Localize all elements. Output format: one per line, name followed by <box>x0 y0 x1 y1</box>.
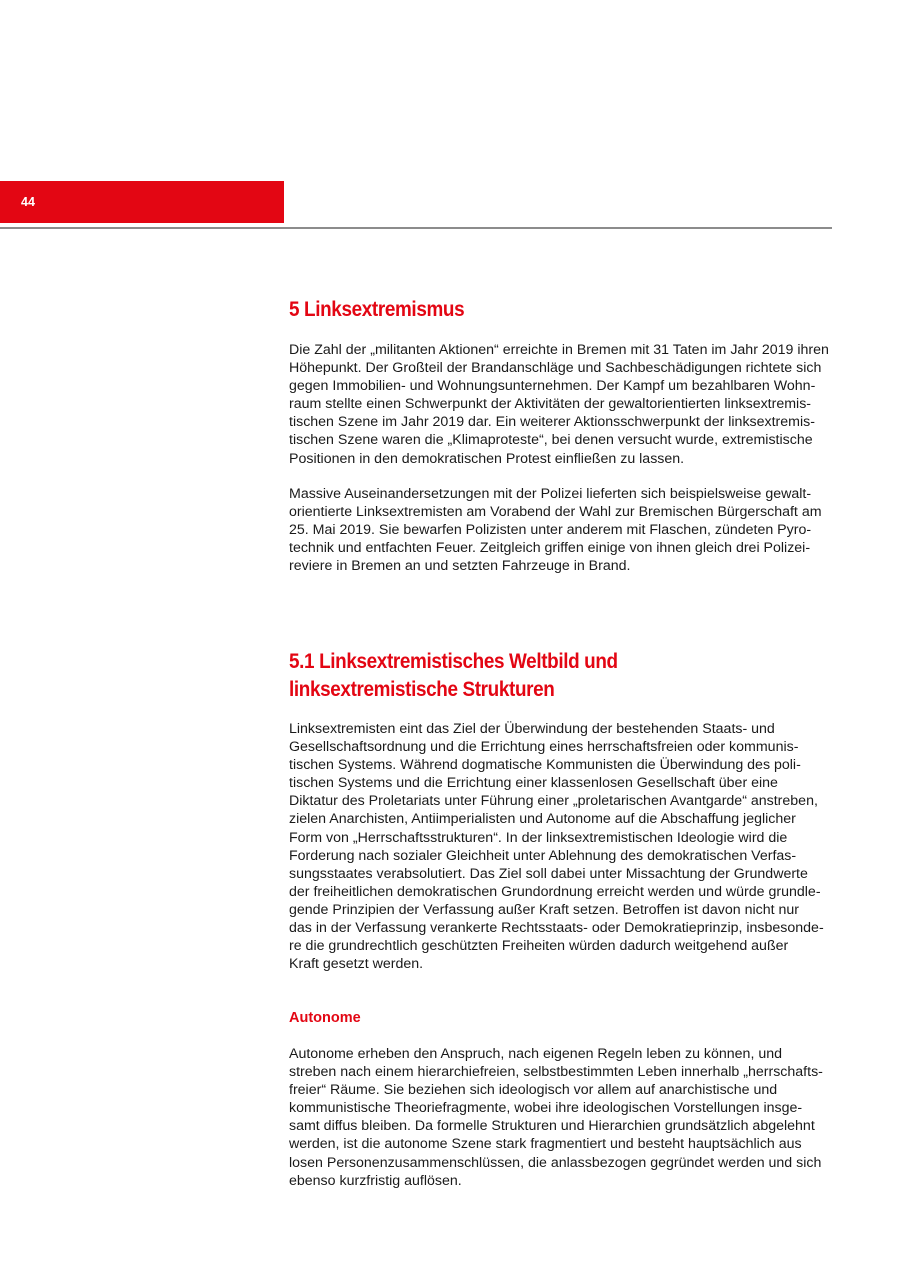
text-line: Diktatur des Proletariats unter Führung einer „proletarischen Avantgarde“ anstreben, <box>289 793 818 810</box>
text-line: orientierte Linksextremisten am Vorabend der Wahl zur Bremischen Bürgerschaft am <box>289 504 822 521</box>
section-5-paragraph-2 <box>289 485 835 575</box>
text-line: Höhepunkt. Der Großteil der Brandanschläge und Sachbeschädigungen richtete sich <box>289 360 822 377</box>
text-line: reviere in Bremen an und setzten Fahrzeuge in Brand. <box>289 558 631 575</box>
section-5-1-paragraph-1 <box>289 720 835 973</box>
text-line: tischen Systems und die Errichtung einer klassenlosen Gesellschaft über eine <box>289 775 778 792</box>
text-line: kommunistische Theoriefragmente, wobei ihre ideologischen Vorstellungen insge- <box>289 1100 803 1117</box>
section-heading-weltbild-line-1: 5.1 Linksextremistisches Weltbild und <box>289 650 618 673</box>
text-line: Forderung nach sozialer Gleichheit unter Ablehnung des demokratischen Verfas- <box>289 847 797 864</box>
text-line: zielen Anarchisten, Antiimperialisten und Autonome auf die Abschaffung jeglicher <box>289 811 796 828</box>
text-line: tischen Szene waren die „Klimaproteste“, bei denen versucht wurde, extremistische <box>289 432 813 449</box>
text-line: werden, ist die autonome Szene stark fragmentiert und besteht hauptsächlich aus <box>289 1136 802 1153</box>
section-5-paragraph-1 <box>289 341 835 468</box>
text-line: ebenso kurzfristig auflösen. <box>289 1172 462 1189</box>
text-line: Form von „Herrschaftsstrukturen“. In der linksextremistischen Ideologie wird die <box>289 829 788 846</box>
text-line: losen Personenzusammenschlüssen, die anlassbezogen gegründet werden und sich <box>289 1154 822 1171</box>
page-number-bar <box>0 181 284 223</box>
page-number: 44 <box>21 195 35 209</box>
text-line: re die grundrechtlich geschützten Freiheiten würden dadurch weitgehend außer <box>289 938 789 955</box>
section-heading-weltbild-line-2: linksextremistische Strukturen <box>289 678 555 701</box>
text-line: sungsstaates verabsolutiert. Das Ziel soll dabei unter Missachtung der Grundwerte <box>289 865 808 882</box>
text-line: tischen Szene im Jahr 2019 dar. Ein weiterer Aktionsschwerpunkt der linksextremis- <box>289 414 815 431</box>
text-line: technik und entfachten Feuer. Zeitgleich griffen einige von ihnen gleich drei Polizei- <box>289 540 811 557</box>
text-line: samt diffus bleiben. Da formelle Strukturen und Hierarchien grundsätzlich abgelehnt <box>289 1118 815 1135</box>
subheading-autonome: Autonome <box>289 1010 361 1026</box>
text-line: gende Prinzipien der Verfassung außer Kraft setzen. Betroffen ist davon nicht nur <box>289 901 800 918</box>
text-line: tischen Systems. Während dogmatische Kommunisten die Überwindung des poli- <box>289 757 801 774</box>
text-line: Massive Auseinandersetzungen mit der Polizei lieferten sich beispielsweise gewalt- <box>289 486 812 502</box>
text-line: der freiheitlichen demokratischen Grundordnung erreicht werden und würde grundle- <box>289 883 821 900</box>
section-heading-linksextremismus: 5 Linksextremismus <box>289 298 465 321</box>
text-line: freier“ Räume. Sie beziehen sich ideologisch vor allem auf anarchistische und <box>289 1082 778 1099</box>
text-line: Die Zahl der „militanten Aktionen“ erreichte in Bremen mit 31 Taten im Jahr 2019 ihren <box>289 342 829 358</box>
text-line: Linksextremisten eint das Ziel der Überwindung der bestehenden Staats- und <box>289 721 775 737</box>
text-line: gegen Immobilien- und Wohnungsunternehmen. Der Kampf um bezahlbaren Wohn- <box>289 378 816 395</box>
text-line: Positionen in den demokratischen Protest einfließen zu lassen. <box>289 450 685 467</box>
text-line: Gesellschaftsordnung und die Errichtung eines herrschaftsfreien oder kommunis- <box>289 739 799 756</box>
text-line: 25. Mai 2019. Sie bewarfen Polizisten unter anderem mit Flaschen, zündeten Pyro- <box>289 522 812 539</box>
text-line: das in der Verfassung verankerte Rechtsstaats- oder Demokratieprinzip, insbesonde- <box>289 920 824 937</box>
text-line: raum stellte einen Schwerpunkt der Aktivitäten der gewaltorientierten linksextremis- <box>289 396 812 413</box>
text-line: Kraft gesetzt werden. <box>289 956 424 973</box>
text-line: Autonome erheben den Anspruch, nach eigenen Regeln leben zu können, und <box>289 1046 783 1062</box>
header-divider <box>0 227 832 229</box>
text-line: streben nach einem hierarchiefreien, selbstbestimmten Leben innerhalb „herrschafts- <box>289 1064 823 1081</box>
autonome-paragraph-1 <box>289 1045 835 1190</box>
